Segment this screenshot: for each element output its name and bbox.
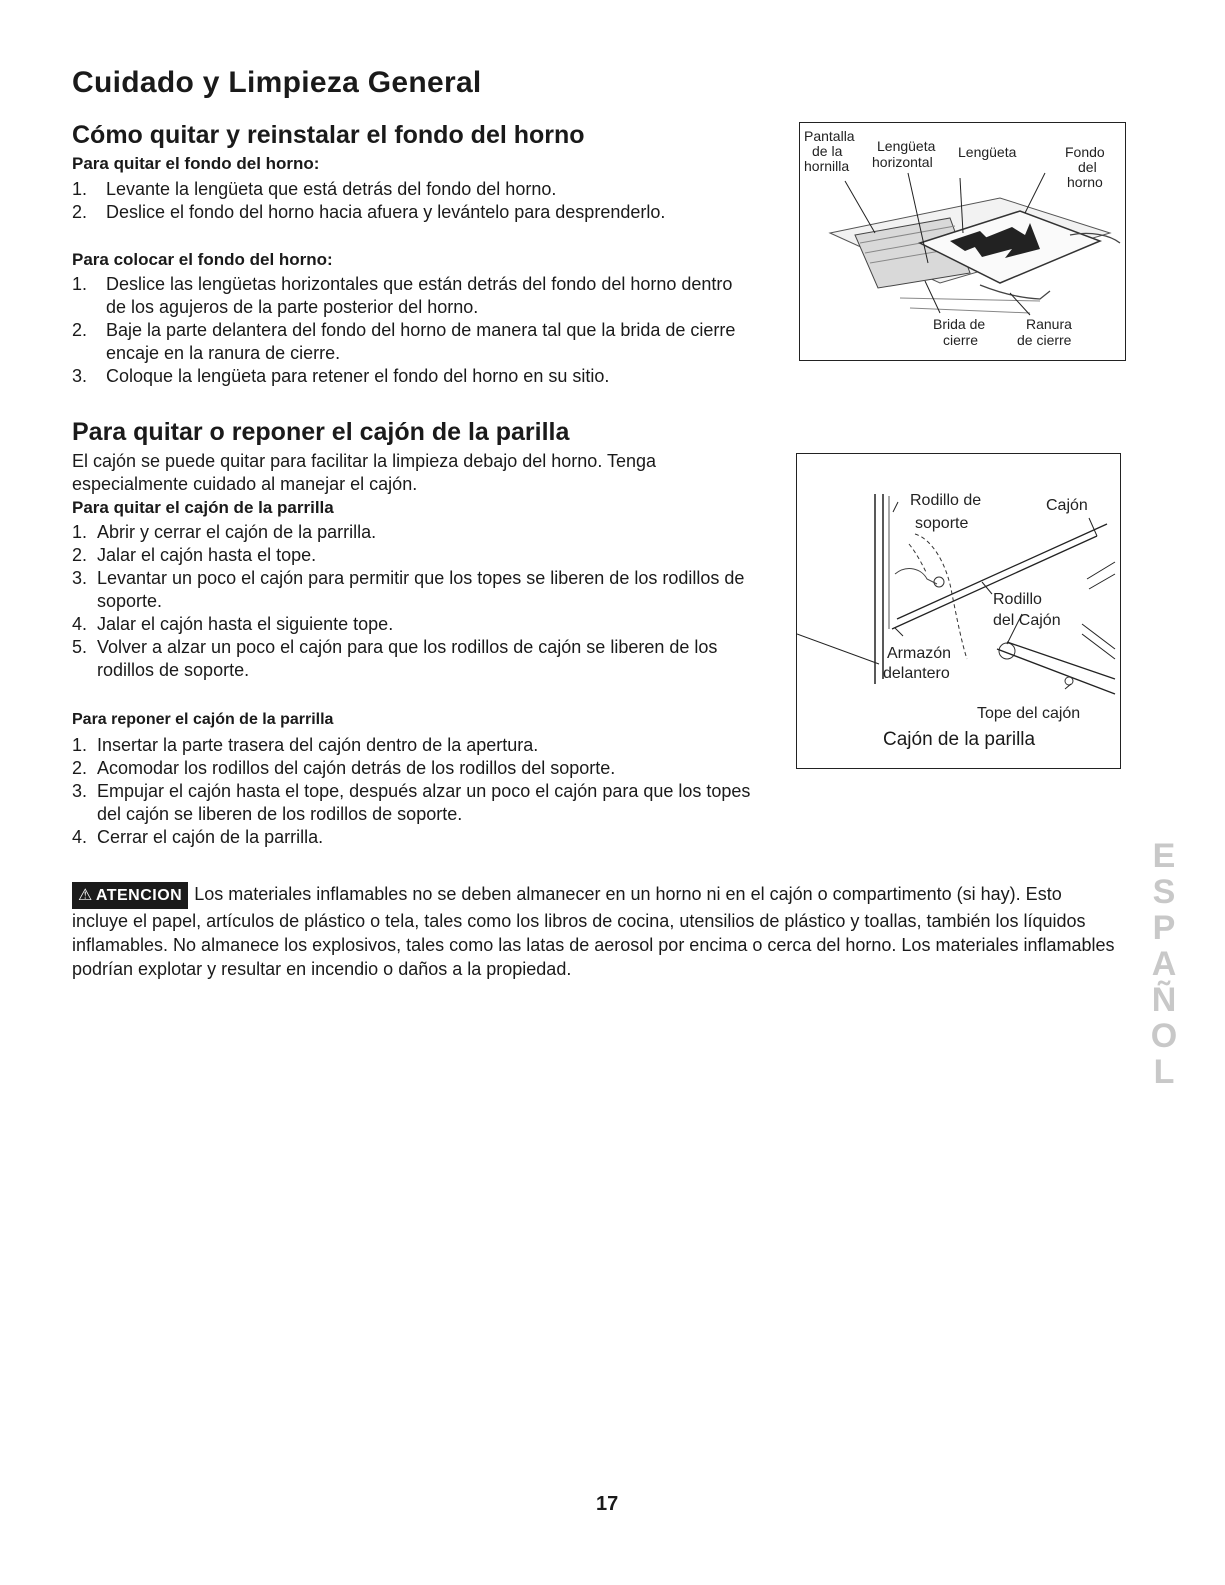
place-oven-bottom-steps	[72, 273, 752, 388]
section-heading-oven-bottom: Cómo quitar y reinstalar el fondo del horno	[72, 121, 585, 149]
list-item: 4. Jalar el cajón hasta el siguiente tope.	[72, 614, 394, 634]
warning-text: Los materiales inflamables no se deben almanecer en un horno ni en el cajón o compartimento (si hay). Esto incluye el papel, artículos de plástico o tela, tales como los libros de cocina, utensilios de plástico y toallas, también los líquidos inflamables. No almanece los explosivos, tales como las latas de aerosol por encima o cerca del horno. Los materiales inflamables podrían explotar y resultar en incendio o daños a la propiedad.	[72, 884, 1115, 979]
side-tab-letter: Ñ	[1151, 981, 1177, 1019]
label-lengueta-h-line2: horizontal	[872, 154, 933, 170]
label-ranura-line2: de cierre	[1017, 332, 1072, 348]
label-brida-line1: Brida de	[933, 316, 986, 332]
label-cajon: Cajón	[1046, 497, 1088, 514]
label-armazon-line2: delantero	[883, 665, 950, 682]
side-tab-letter: E	[1152, 837, 1176, 875]
list-item: 3. Coloque la lengüeta para retener el fondo del horno en su sitio.	[72, 366, 610, 386]
replace-drawer-title: Para reponer el cajón de la parrilla	[72, 711, 334, 728]
list-item: 2. Deslice el fondo del horno hacia afuera y levántelo para desprenderlo.	[72, 202, 666, 222]
side-tab-letter: P	[1152, 909, 1176, 947]
remove-drawer-title: Para quitar el cajón de la parrilla	[72, 498, 334, 517]
broiler-drawer-figure	[796, 453, 1121, 769]
oven-bottom-figure	[799, 122, 1126, 361]
label-lengueta: Lengüeta	[958, 144, 1017, 160]
label-fondo-line3: horno	[1067, 174, 1103, 190]
warning-badge: ⚠ ATENCION	[72, 882, 188, 909]
label-rodillo-soporte-line2: soporte	[915, 515, 969, 532]
remove-oven-bottom-title: Para quitar el fondo del horno:	[72, 154, 320, 173]
side-tab-letter: S	[1152, 873, 1176, 911]
warning-block	[72, 882, 1117, 981]
side-tab-letter: O	[1150, 1017, 1178, 1055]
label-fondo-line2: del	[1078, 159, 1097, 175]
side-tab-letter: A	[1151, 945, 1177, 983]
page-number: 17	[596, 1493, 619, 1515]
list-item: 2. Baje la parte delantera del fondo del horno de manera tal que la brida de cierre encaje en la ranura de cierre.	[72, 320, 736, 363]
label-rodillo-soporte-line1: Rodillo de	[910, 492, 982, 509]
label-lengueta-h-line1: Lengüeta	[877, 138, 936, 154]
label-armazon-line1: Armazón	[887, 645, 952, 662]
list-item: 1. Insertar la parte trasera del cajón dentro de la apertura.	[72, 735, 539, 755]
list-item: 3. Levantar un poco el cajón para permitir que los topes se liberen de los rodillos de soporte.	[72, 568, 745, 611]
label-ranura-line1: Ranura	[1026, 316, 1072, 332]
page-title: Cuidado y Limpieza General	[72, 66, 482, 99]
list-item: 1. Deslice las lengüetas horizontales que están detrás del fondo del horno dentro de los agujeros de la parte posterior del horno.	[72, 274, 733, 317]
label-brida-line2: cierre	[943, 332, 979, 348]
label-rodillo-cajon-line2: del Cajón	[993, 612, 1061, 629]
remove-oven-bottom-steps	[72, 178, 752, 224]
list-item: 2. Jalar el cajón hasta el tope.	[72, 545, 317, 565]
label-pantalla-line1: Pantalla	[804, 128, 855, 144]
list-item: 4. Cerrar el cajón de la parrilla.	[72, 827, 324, 847]
list-item: 1. Levante la lengüeta que está detrás del fondo del horno.	[72, 179, 557, 199]
label-pantalla-line3: hornilla	[804, 158, 850, 174]
label-pantalla-line2: de la	[812, 143, 843, 159]
remove-drawer-steps	[72, 521, 762, 682]
label-fondo-line1: Fondo	[1065, 144, 1105, 160]
side-language-tab	[1144, 838, 1184, 1090]
list-item: 5. Volver a alzar un poco el cajón para que los rodillos de cajón se liberen de los rodillos de soporte.	[72, 637, 718, 680]
side-tab-letter: L	[1153, 1053, 1175, 1091]
list-item: 1. Abrir y cerrar el cajón de la parrilla.	[72, 522, 377, 542]
list-item: 3. Empujar el cajón hasta el tope, después alzar un poco el cajón para que los topes del cajón se liberen de los rodillos de soporte.	[72, 781, 751, 824]
section-heading-broiler-drawer: Para quitar o reponer el cajón de la parilla	[72, 418, 570, 446]
label-rodillo-cajon-line1: Rodillo	[993, 591, 1042, 608]
replace-drawer-steps	[72, 734, 772, 849]
label-tope: Tope del cajón	[977, 705, 1081, 722]
broiler-drawer-intro: El cajón se puede quitar para facilitar la limpieza debajo del horno. Tenga especialmente cuidado al manejar el cajón.	[72, 451, 657, 494]
place-oven-bottom-title: Para colocar el fondo del horno:	[72, 250, 333, 269]
list-item: 2. Acomodar los rodillos del cajón detrás de los rodillos del soporte.	[72, 758, 616, 778]
figure-caption: Cajón de la parilla	[883, 729, 1036, 750]
warning-triangle-icon: ⚠	[78, 887, 93, 904]
